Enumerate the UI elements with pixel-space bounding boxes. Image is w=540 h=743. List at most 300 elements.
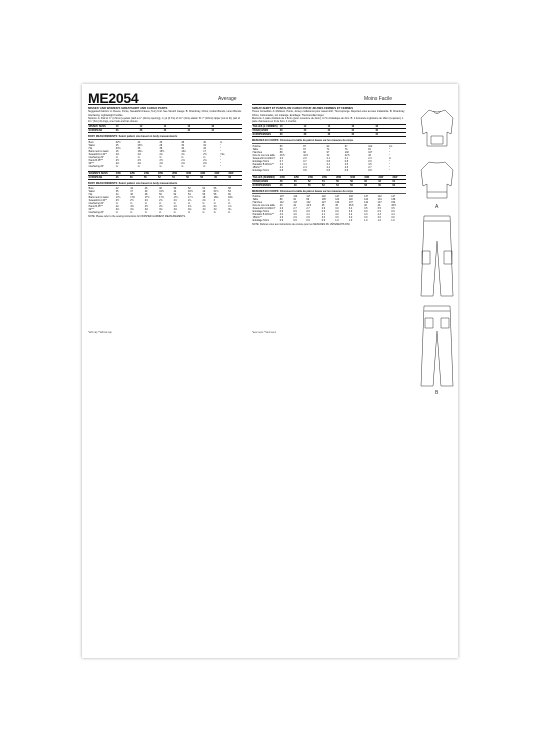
fr-women-sizes-label: TAILLES (FEMMES) [252, 175, 279, 179]
measurement-value: 30 [181, 143, 185, 147]
size-cell: 46 [115, 175, 129, 179]
measurement-value: 0.9 [293, 210, 297, 214]
fr-misses-size-table [252, 124, 406, 137]
measurement-value: 46 [377, 204, 381, 208]
measurement-value: 92 [326, 144, 330, 148]
measurement-value: 17⅜ [130, 196, 135, 200]
measurement-value: 36 [159, 140, 163, 144]
measurement-value: 58 [213, 193, 217, 197]
measurement-value: 67 [303, 147, 306, 151]
measurement-label: Bust [88, 187, 94, 191]
measurement-value: 99 [306, 198, 310, 202]
measurement-label: Sweatshirt A 40"* [88, 152, 107, 156]
measurement-value: 0.9 [321, 219, 326, 223]
measurement-value: 2⅝ [181, 158, 185, 162]
size-cell: 56 [186, 175, 200, 179]
measurement-value: 97 [326, 150, 330, 154]
size-cell: 40 [303, 129, 327, 133]
size-cell: 44 [375, 133, 399, 137]
measurement-value: 127 [321, 201, 326, 205]
measurement-value: ⅛ [202, 211, 205, 215]
measurement-value: 36 [137, 146, 141, 150]
francaises-label: FRANÇAISES [252, 179, 279, 183]
size-cell: 40 [163, 129, 187, 133]
measurement-value: 2.7 [306, 207, 310, 211]
measurement-value: 37 [130, 190, 133, 194]
measurement-value: 16¼ [137, 149, 143, 153]
measurement-value: 2.1 [326, 156, 330, 160]
measurement-label: Poitrine [252, 144, 261, 148]
measurement-value: 2⅛ [115, 152, 120, 156]
measurement-value: ⅛ [159, 164, 162, 168]
measurement-value: 3.0 [348, 216, 353, 220]
measurement-value: 2½ [115, 158, 120, 162]
measurement-label: Hip [88, 193, 93, 197]
measurement-value: 3.0 [321, 216, 326, 220]
measurement-row [252, 219, 406, 222]
measurement-value: " [389, 165, 390, 169]
measurement-value: 3.0 [335, 216, 339, 220]
size-cell: 36W [392, 175, 406, 179]
measurement-value: 17¼ [115, 196, 121, 200]
measurement-value: 107 [279, 195, 284, 199]
measurement-value: 2⅛ [115, 161, 120, 165]
size-cell: 52 [157, 175, 171, 179]
fabrics-en: Suggested Fabrics: A: Fleece, Ponte, Sweatshirt Fleece, Terry Knit. See Stretch Gauge. B: Chambray, Chino, Cotton Blends, Linen Blends. Interfacing: Lightweight Fusible. [88, 110, 242, 117]
measurement-value: 4½ [159, 205, 163, 209]
measurement-value: 0.8 [279, 168, 284, 172]
measurement-value: 2.6 [344, 165, 349, 169]
size-cell: 32W [200, 171, 214, 175]
measurement-value: ⅛ [137, 155, 140, 159]
measurement-value: 0.9 [391, 210, 395, 214]
measurement-value: 4.2 [348, 213, 353, 217]
measurement-value: 4.2 [335, 213, 339, 217]
measurement-value: 4⅝ [173, 205, 177, 209]
measurement-value: 42 [115, 187, 119, 191]
measurement-value: ⅛ [130, 202, 133, 206]
size-cell: 10 [279, 125, 303, 129]
size-cell: 16 [187, 125, 211, 129]
measurement-value: ⅛ [115, 211, 118, 215]
measurement-value: 132 [335, 201, 340, 205]
size-cell: 54 [172, 175, 186, 179]
measurement-value: 0.9 [364, 210, 368, 214]
measurement-value: 127 [335, 195, 340, 199]
measurement-value: 28 [159, 143, 163, 147]
measurement-value: 2.9 [321, 207, 326, 211]
measurement-value: 0.8 [344, 168, 349, 172]
misses-size-table [88, 124, 242, 133]
measurement-value: 50 [159, 193, 162, 197]
measurement-value: 105 [321, 198, 326, 202]
body-measurements-heading-fr-women: MESURES DU CORPS: Choisissez la taille du patron basée sur les mesures du corps [252, 190, 406, 194]
measurement-value: 0.8 [326, 168, 330, 172]
size-cell: 34W [214, 171, 228, 175]
measurement-value: 142 [364, 201, 369, 205]
measurement-value: ⅛ [173, 211, 176, 215]
measurement-value: 42.5 [344, 153, 350, 157]
measurement-value: " [389, 168, 390, 172]
measurement-value: 4¾ [202, 205, 206, 209]
measurement-value: 1.0 [391, 219, 395, 223]
measurement-value: 152 [391, 201, 396, 205]
measurement-value: 2.3 [368, 156, 372, 160]
size-cell: 42 [351, 133, 375, 137]
size-cell: 60 [214, 175, 228, 179]
measurement-value: 2¾ [202, 199, 206, 203]
measurement-value: 1.0 [348, 219, 353, 223]
size-cell: 12 [303, 125, 327, 129]
measurement-value: " [389, 150, 390, 154]
measurement-value: ⅛ [144, 211, 147, 215]
measurement-value: " [389, 159, 390, 163]
measurement-value: 3⅛ [130, 208, 134, 212]
measurement-value: 18¼ [228, 196, 233, 200]
size-cell: 48 [279, 179, 293, 183]
measurement-value: ⅛ [188, 211, 191, 215]
size-cell: 26W [321, 175, 335, 179]
measurement-value: 4½ [144, 205, 149, 209]
measurement-value: " [220, 161, 222, 165]
measurement-value: 42 [203, 146, 206, 150]
measurement-value: 92 [303, 150, 306, 154]
measurement-value: ⅛ [159, 155, 162, 159]
measurement-value: 81 [368, 147, 371, 151]
measurement-value: ⅛ [202, 202, 205, 206]
fr-sizes-label: TAILLES (J. FEMMES) [252, 125, 278, 129]
measurement-value: 2½ [159, 158, 163, 162]
measurement-label: Interfacing 20" [88, 164, 104, 168]
measurement-value: 2.6 [279, 207, 284, 211]
measurement-label: Sweat-shirt A 100cm* [252, 207, 276, 211]
note-fr: NOTE: Référez-vous aux instructions de couture pour les MESURES DU VÊTEMENTS FINI. [252, 223, 351, 227]
measurement-value: 34½ [115, 146, 121, 150]
measurement-value: 45.5 [348, 204, 354, 208]
size-cell: 56 [336, 179, 350, 183]
view-label-a: A [435, 204, 439, 210]
measurement-value: 44.5 [306, 204, 312, 208]
measurement-value: 3.5 [344, 162, 349, 166]
measurement-value: 48 [144, 193, 148, 197]
measurement-value: 147 [377, 201, 382, 205]
measurement-value: 4¾ [213, 205, 217, 209]
measurement-value: ⅛ [203, 164, 206, 168]
europeennes-label: EUROPÉENNES [252, 183, 279, 187]
measurement-value: ⅛ [137, 164, 140, 168]
measurement-value: 4.3 [377, 213, 381, 217]
measurement-value: 16½ [159, 149, 165, 153]
measurement-value: 43 [368, 153, 371, 157]
measurement-value: 2½ [130, 199, 134, 203]
size-cell: 62 [228, 175, 242, 179]
measurement-label: 60"** [88, 208, 94, 212]
size-cell: 36 [115, 129, 139, 133]
measurement-value: 122 [321, 195, 326, 199]
women-measurements-table [88, 187, 242, 214]
measurement-value: 2.7 [368, 165, 372, 169]
measurement-value: 2⅛ [137, 152, 141, 156]
measurement-row [88, 165, 242, 168]
pants-front-drawing [421, 216, 453, 296]
measurement-label: Hanches [252, 201, 263, 205]
size-cell: 58 [364, 183, 378, 187]
title-fr: SWEAT-SHIRT ET PANTALON CARGO POUR JEUNES FEMMES ET FEMMES [252, 106, 354, 110]
measurement-value: 3.0 [391, 216, 395, 220]
measurement-value: 44 [279, 204, 283, 208]
measurement-value: ⅛ [159, 211, 162, 215]
measurement-value: 2⅝ [203, 158, 207, 162]
measurement-value: 112 [279, 201, 284, 205]
measurement-value: 4.0 [279, 213, 284, 217]
measurement-value: 16 [115, 149, 119, 153]
title-en: MISSES' AND WOMEN'S SWEATSHIRT AND CARGO PANTS [88, 106, 168, 110]
measurement-value: Yds. [220, 152, 225, 156]
measurement-value: 2.9 [293, 216, 297, 220]
measurement-value: 2.1 [344, 156, 349, 160]
measurement-value: 117 [293, 201, 298, 205]
pattern-number: ME2054 [88, 90, 139, 106]
measurement-value: 0.9 [306, 219, 310, 223]
measurement-value: 0.8 [303, 168, 307, 172]
measurement-value: 2.4 [326, 165, 330, 169]
measurement-value: 2½ [137, 158, 141, 162]
size-cell: 54 [336, 183, 350, 187]
measurement-value: 2.0 [303, 156, 307, 160]
measurement-value: 64 [279, 147, 283, 151]
measurement-value: 0.9 [377, 210, 381, 214]
measurement-value: 3¼ [228, 208, 232, 212]
size-cell: 50 [143, 175, 157, 179]
measurement-label: Pants B 45"** [88, 158, 103, 162]
size-cell: 64 [392, 179, 406, 183]
measurement-value: 4.3 [364, 213, 368, 217]
measurement-value: 18 [202, 196, 206, 200]
measurement-label: Back neck to waist [88, 196, 109, 200]
size-cell: 38 [303, 133, 327, 137]
francaises-label: FRANÇAISES [252, 129, 279, 133]
measurement-value: 3.4 [326, 162, 330, 166]
footnote-fr: *avec sens **sans sens [252, 332, 277, 334]
size-cell: 58 [350, 179, 364, 183]
size-cell: 52 [307, 179, 321, 183]
size-cell: 46 [375, 129, 399, 133]
measurement-value: 42 [326, 153, 330, 157]
note-en: NOTE: Please refer to the sewing instructions for FINISHED GARMENT MEASUREMENTS. [88, 215, 186, 219]
measurement-value: ⅛ [173, 202, 176, 206]
measurement-value: 49 [202, 190, 206, 194]
size-cell: 50 [307, 183, 321, 187]
measurement-label: Pants B 45"** [88, 205, 103, 209]
size-cell: 62 [378, 179, 392, 183]
measurement-label: 150cm** [252, 165, 262, 169]
measurement-value: 2.7 [293, 207, 297, 211]
size-cell: 50 [293, 179, 307, 183]
measurement-value: 94 [293, 198, 297, 202]
measurement-value: ⅛ [115, 202, 118, 206]
measurement-value: 2⅛ [137, 161, 141, 165]
measurement-value: 18⅛ [213, 196, 219, 200]
measurement-value: 53 [228, 190, 231, 194]
measurement-value: 2⅝ [159, 199, 163, 203]
measurement-value: 4⅜ [130, 205, 134, 209]
measurement-value: 107 [368, 150, 373, 154]
size-cell: 20W [279, 175, 293, 179]
size-cell: 10 [115, 125, 139, 129]
measurement-value: 138 [391, 198, 396, 202]
measurement-value: 38 [159, 146, 163, 150]
measurement-value: 2⅛ [159, 161, 163, 165]
measurement-label: Bust [88, 140, 94, 144]
measurement-value: 0.9 [293, 219, 297, 223]
size-cell: 54 [321, 179, 335, 183]
sweatshirt-front-drawing [421, 110, 453, 146]
measurement-label: Sweat-shirt A 100cm* [252, 156, 276, 160]
measurement-value: 44 [130, 187, 133, 191]
measurement-value: 39 [144, 190, 148, 194]
measurement-value: 46.5 [391, 204, 396, 208]
size-cell: 34W [378, 175, 392, 179]
measurement-value: 124 [364, 198, 369, 202]
measurement-label: Taille [252, 147, 259, 151]
measurement-value: 51½ [213, 190, 219, 194]
measurement-label: Dos du cou à la taille [252, 204, 275, 208]
measurement-value: 17½ [144, 196, 150, 200]
size-cell: 16 [351, 125, 375, 129]
measurement-label: Interfacing 20" [88, 155, 104, 159]
measurement-value: 40 [203, 140, 206, 144]
measurement-value: 117 [306, 195, 311, 199]
measurement-value: 2½ [203, 152, 207, 156]
misses-sizes-label: MISSES' SIZES [88, 125, 115, 129]
measurement-label: Dos du cou à la taille [252, 153, 275, 157]
size-cell: 60 [378, 183, 392, 187]
measurement-value: 3 [228, 199, 230, 203]
measurement-label: Hanches [252, 150, 263, 154]
measurement-value: 3.5 [364, 207, 368, 211]
difficulty-level-fr: Moins Facile [364, 96, 393, 102]
fr-women-size-table [252, 175, 406, 188]
measurement-value: 2⅛ [181, 161, 185, 165]
measurement-value: 26½ [137, 143, 143, 147]
measurement-value: 3¼ [213, 208, 217, 212]
women-size-table [88, 171, 242, 180]
header-rule-en [88, 104, 242, 105]
measurement-value: 41½ [159, 190, 164, 194]
measurement-value: 3.5 [368, 162, 372, 166]
difficulty-level-en: Average [218, 96, 237, 102]
size-cell: 48 [293, 183, 307, 187]
measurement-value: 3.4 [348, 207, 353, 211]
measurement-value: 0.9 [368, 159, 372, 163]
body-measurements-heading-en: BODY MEASUREMENTS: Select pattern size based on body measurements [88, 135, 242, 139]
fabrics-fr: Tissus Conseillés: A: Molleton, Ponte, Jersey molletonné pour sweat shirt, Tricot éponge. Reportez-vous au taux d'élasticité. B: Chambray, Chino, Cotonnades, Lin mélangé. Entoilage: Thermocollant léger. [252, 110, 405, 117]
measurement-value: 17¾ [173, 196, 179, 200]
measurement-value: 3.4 [279, 162, 284, 166]
size-cell: 28W [172, 171, 186, 175]
size-cell: 24W [307, 175, 321, 179]
measurement-value: 2⅝ [144, 199, 149, 203]
size-cell: 58 [200, 175, 214, 179]
women-sizes-label: WOMEN'S SIZES [88, 171, 115, 175]
measurement-value: 44 [173, 190, 177, 194]
measurement-value: " [220, 149, 222, 153]
size-cell: 62 [392, 183, 406, 187]
measurement-value: 44 [293, 204, 297, 208]
measurement-label: Hip [88, 146, 93, 150]
measurement-value: 0.8 [368, 168, 372, 172]
measurement-value: 3⅛ [144, 208, 149, 212]
measurement-value: 54 [188, 193, 191, 197]
measurement-value: ⅛ [181, 164, 184, 168]
measurement-value: 17⅞ [188, 196, 193, 200]
size-cell: 18 [375, 125, 399, 129]
measurement-value: ⅛ [181, 155, 184, 159]
measurement-value: 0.9 [335, 210, 339, 214]
measurement-value: 4.4 [391, 213, 395, 217]
size-cell: 42 [187, 129, 211, 133]
measurement-value: 1.0 [335, 219, 339, 223]
pattern-envelope-back [82, 84, 458, 658]
measurement-value: 102 [344, 150, 349, 154]
measurement-value: 54 [202, 187, 206, 191]
measurement-value: 38 [181, 140, 185, 144]
measurement-value: 4⅝ [188, 205, 192, 209]
measurement-label: Entoilage 51cm [252, 210, 270, 214]
measurement-value: 3.5 [391, 207, 395, 211]
size-cell: 14 [163, 125, 187, 129]
measurement-value: 45 [321, 204, 325, 208]
size-cell: 28W [336, 175, 350, 179]
pants-back-drawing [421, 306, 453, 386]
measurement-value: 83 [279, 144, 283, 148]
measurement-value: 56 [213, 187, 217, 191]
measurement-value: 147 [391, 195, 396, 199]
europeennes-label: EUROPÉENNES [252, 133, 279, 137]
measurement-value: ⅛ [213, 211, 216, 215]
measurement-value: 97 [344, 144, 348, 148]
measurement-label: Interfacing 20" [88, 211, 104, 215]
size-cell: 60 [364, 179, 378, 183]
measurement-value: 3 [213, 199, 215, 203]
notions-fr: Mercerie: 1 paire d'œillets de 1.5mm (pour ouverture de 4mm), 0.7m d'élastique de 4cm. B: 1 fermeture à glissière de 18cm (à ajuster), 1 paire d'anneaux en D de 3cm, 1 crochet. [252, 116, 404, 124]
footnote-en: *with nap **without nap [88, 332, 112, 334]
measurement-value: 76 [344, 147, 348, 151]
measurement-value: 2.9 [279, 216, 284, 220]
measurement-value: 40 [181, 146, 185, 150]
measurement-value: " [220, 143, 222, 147]
measurement-value: 4.1 [306, 213, 310, 217]
size-cell: 22W [129, 171, 143, 175]
measurement-value: 35 [115, 190, 119, 194]
measurement-value: 46 [364, 204, 367, 208]
european-label: EUROPEAN [88, 129, 115, 133]
measurement-value: ⅛ [115, 164, 118, 168]
body-measurements-heading-en-women: BODY MEASUREMENTS: Select pattern size based on body measurements [88, 182, 242, 186]
view-label-b: B [435, 390, 439, 396]
measurement-value: 3.0 [377, 216, 381, 220]
size-cell: 24W [143, 171, 157, 175]
measurement-value: 0.9 [279, 219, 284, 223]
notions-en: Notions: A: Pad of ¾" (1.5mm) eyelets (with a ¾" (4mm) opening), ¾ yd (0.7m) of 1¼" (4cm) elastic. B: 7" (18cm) zipper (cut to fit), pair of 1¼" (3cm) D-rings, one hook and bar closure. [88, 116, 240, 124]
french-column [252, 107, 406, 226]
size-cell: 52 [321, 183, 335, 187]
measurement-label: Entoilage 51cm [252, 159, 270, 163]
measurement-label: Entoilage 51cm [252, 219, 270, 223]
measurement-label: Sweatshirt A 40"* [88, 199, 107, 203]
measurement-label: 150cm** [252, 216, 262, 220]
size-cell: 56 [350, 183, 364, 187]
